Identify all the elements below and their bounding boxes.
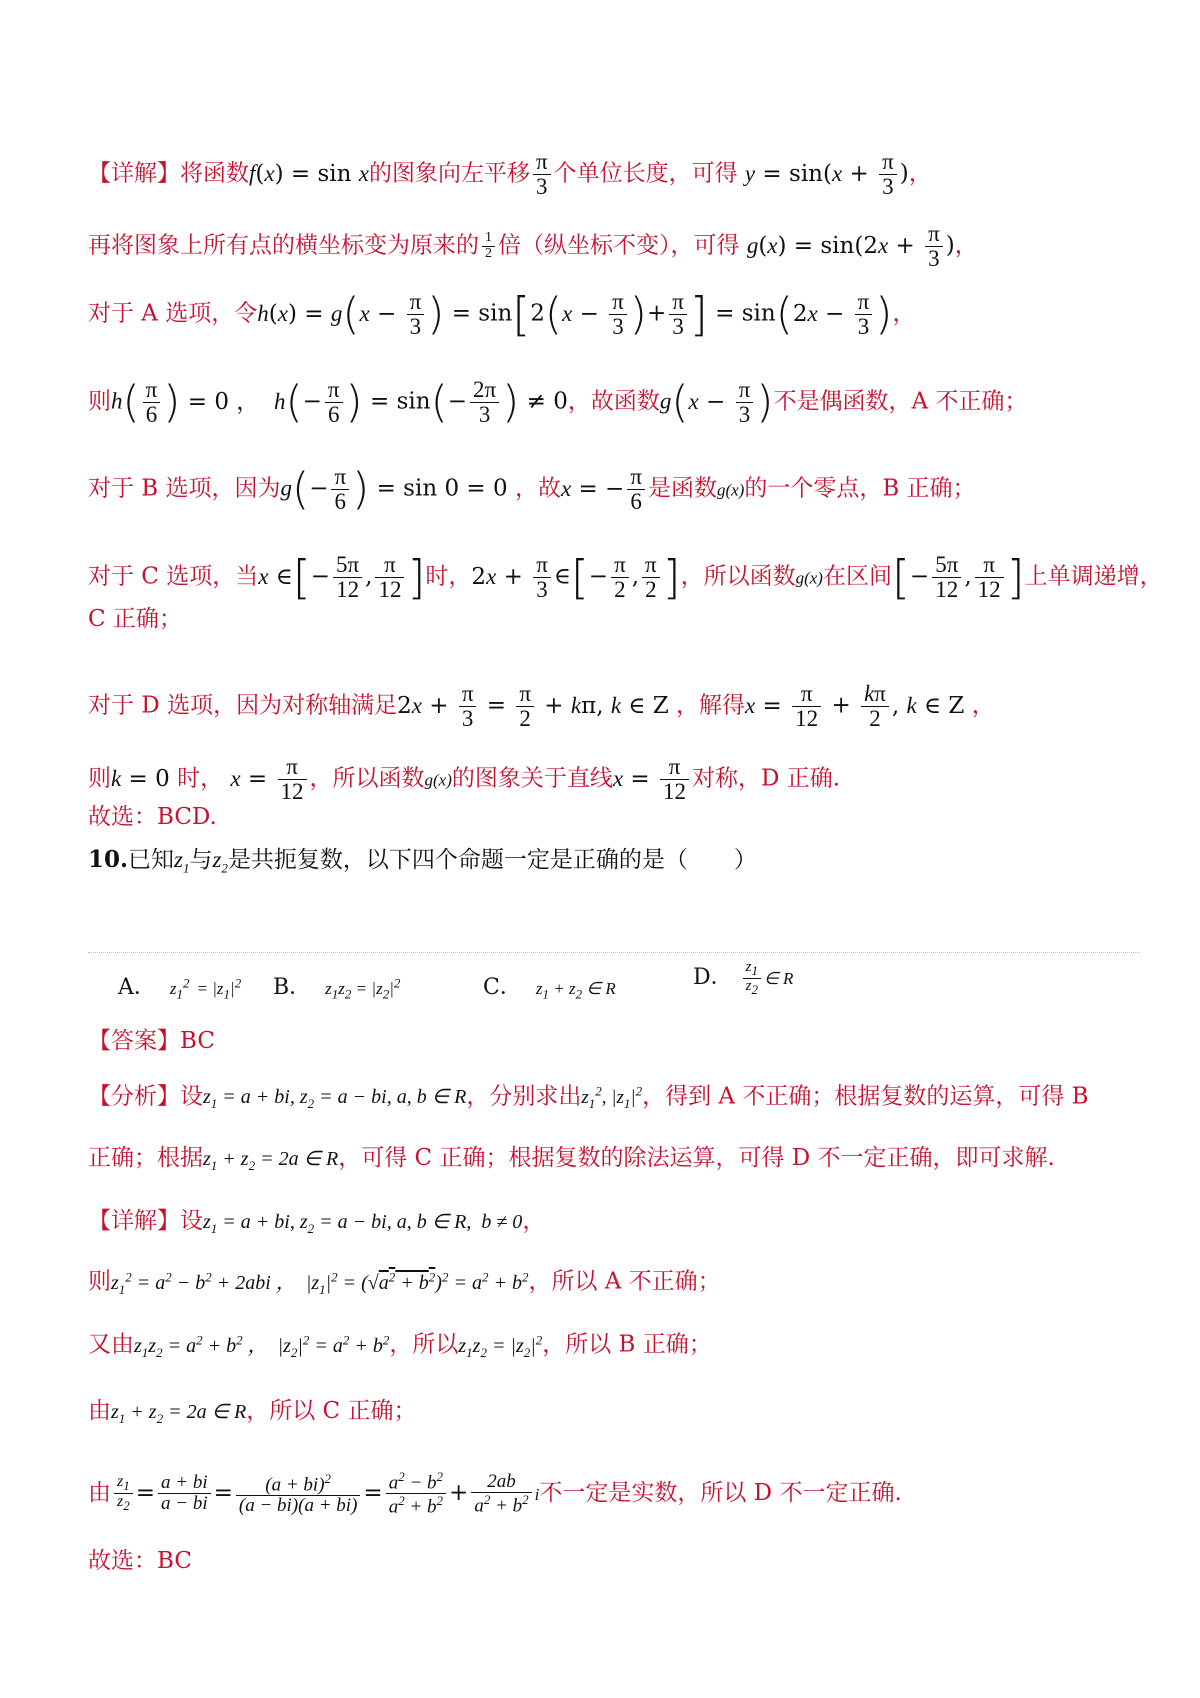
option-c: C． $z_1 + z_2$ ∈ R: [483, 975, 616, 1002]
solution-line-5: 对于 B 选项，因为g(− $\frac{\pi}{6}$ ) = sin 0 = 0 ，故x = − $\frac{\pi}{6}$ 是函数g(x)的一个零点，B 正确；: [88, 463, 976, 515]
option-b: B． $z_1z_2 = |z_2|^2$: [273, 975, 401, 1002]
detail2-line-6: 故选：BC: [88, 1548, 192, 1574]
option-a: A． $z_1^2 = |z_1|^2$: [118, 975, 242, 1002]
answer-line: 【答案】BC: [88, 1028, 215, 1054]
solution-line-8: 对于 D 选项，因为对称轴满足2x + $\frac{\pi}{3}$ = $\frac{\pi}{2}$ + kπ, k ∈ Z ，解得x = $\frac{\pi}{12}$ + $\frac{k\pi}{2}$ , k ∈ Z ，: [88, 681, 995, 732]
question-10: 10.已知$z_1$与$z_2$是共扼复数，以下四个命题一定是正确的是（ ）: [88, 846, 757, 876]
detail2-line-2: 则$z_1^2 = a^2 - b^2 + 2abi$ ， $|z_1|^2 = (√a^2 + b^2)^2 = a^2 + b^2$，所以 A 不正确；: [88, 1268, 721, 1297]
solution-line-4: 则h( $\frac{\pi}{6}$ ) = 0 ， h(− $\frac{\pi}{6}$ ) = sin(− $\frac{2\pi}{3}$ ) ≠ 0，故函数g(x − $\frac{\pi}{3}$ )不是偶函数，A 不正确；: [88, 376, 1028, 428]
analysis-line-1: 【分析】设$z_1 = a$ + bi, $z_2 = a$ − bi, a, b ∈ R，分别求出$z_1^2$, $|z_1|^2$，得到 A 不正确；根据复数的运算，可得 B: [88, 1083, 1089, 1112]
solution-line-10: 故选：BCD.: [88, 804, 217, 830]
option-d: D． $\frac{z_1}{z_2}$ ∈ R: [693, 959, 794, 997]
detail2-line-1: 【详解】设$z_1 = a$ + bi, $z_2 = a$ − bi, a, b ∈ R, b ≠ 0，: [88, 1208, 546, 1236]
detail2-line-5: 由 $\frac{z_1}{z_2}$ = $\frac{a + bi}{a - bi}$ = $\frac{(a + bi)^2}{(a - bi)(a + bi)}$ = $\frac{a^2 - b^2}{a^2 + b^2}$ + $\frac{2ab}{a^2 + b^2}$ i不一定是实数，所以 D 不一定正确.: [88, 1469, 902, 1518]
analysis-line-2: 正确；根据$z_1 + z_2 = 2a$ ∈ R，可得 C 正确；根据复数的除法运算，可得 D 不一定正确，即可求解.: [88, 1145, 1055, 1173]
solution-line-2: 再将图象上所有点的横坐标变为原来的 $\frac{1}{2}$ 倍（纵坐标不变），可得 g(x) = sin(2x + $\frac{\pi}{3}$ )，: [88, 221, 978, 272]
solution-line-3: 对于 A 选项，令h(x) = g(x − $\frac{\pi}{3}$ ) = sin[2(x − $\frac{\pi}{3}$ )+ $\frac{\pi}{3}$ ] = sin(2x − $\frac{\pi}{3}$ )，: [88, 287, 916, 342]
solution-line-7: C 正确；: [88, 606, 182, 632]
detail2-line-3: 又由$z_1z_2 = a^2 + b^2$ ， $|z_2|^2 = a^2 + b^2$，所以$z_1z_2 = |z_2|^2$，所以 B 正确；: [88, 1331, 712, 1360]
solution-line-6: 对于 C 选项，当x ∈[− $\frac{5\pi}{12}$ , $\frac{\pi}{12}$ ]时，2x + $\frac{\pi}{3}$ ∈[− $\frac{\pi}{2}$ , $\frac{\pi}{2}$ ]，所以函数g(x)在区间[− $\frac{5\pi}{12}$ , $\frac{\pi}{12}$ ]上单调递增，: [88, 550, 1163, 605]
solution-line-9: 则k = 0 时， x = $\frac{\pi}{12}$ ，所以函数g(x)的图象关于直线x = $\frac{\pi}{12}$ 对称，D 正确.: [88, 754, 841, 805]
detail2-line-4: 由$z_1 + z_2 = 2a$ ∈ R，所以 C 正确；: [88, 1398, 417, 1426]
dotted-divider: [88, 952, 1140, 953]
solution-line-1: 【详解】将函数f(x) = sin x的图象向左平移 $\frac{\pi}{3}$ 个单位长度，可得 y = sin(x + $\frac{\pi}{3}$ )，: [88, 149, 932, 200]
